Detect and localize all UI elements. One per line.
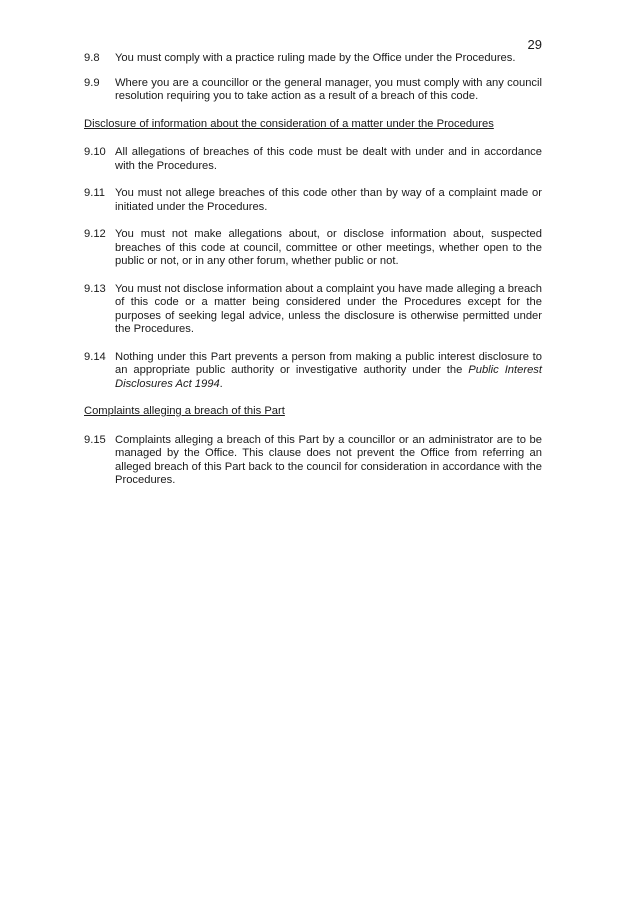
clause-number: 9.10 — [84, 146, 106, 158]
clause-9-14 — [84, 351, 542, 392]
clause-text: Where you are a councillor or the general manager, you must comply with any council resolution requiring you to take action as a result of a breach of this code. — [115, 76, 542, 102]
clause-text: You must not disclose information about a complaint you have made alleging a breach of this code or a matter being considered under the Procedures except for the purposes of seeking legal advice, unless the disclosure is otherwise permitted under the Procedures. — [115, 282, 542, 335]
section-heading-disclosure: Disclosure of information about the consideration of a matter under the Procedures — [84, 117, 494, 130]
clause-9-10 — [84, 146, 542, 173]
clause-9-11 — [84, 187, 542, 214]
clause-number: 9.9 — [84, 76, 100, 89]
clause-text — [115, 351, 542, 392]
page-content — [84, 52, 542, 502]
clause-number: 9.11 — [84, 187, 105, 199]
clause-number: 9.14 — [84, 350, 106, 363]
section-heading-complaints: Complaints alleging a breach of this Part — [84, 405, 285, 417]
clause-number: 9.8 — [84, 52, 100, 64]
clause-number: 9.12 — [84, 228, 106, 240]
clause-text: You must not allege breaches of this code other than by way of a complaint made or initiated under the Procedures. — [115, 187, 542, 213]
clause-9-12 — [84, 228, 542, 269]
act-title: Public Interest Disclosures Act 1994 — [115, 364, 543, 390]
clause-text: Complaints alleging a breach of this Part by a councillor or an administrator are to be managed by the Office. This clause does not prevent the Office from referring an alleged breach of this Part back to the council for consideration in accordance with the Procedures. — [115, 433, 542, 486]
clause-text-part: Nothing under this Part prevents a person from making a public interest disclosure to an appropriate public authority or investigative authority under the — [115, 350, 542, 376]
page-number: 29 — [527, 37, 542, 52]
clause-number: 9.15 — [84, 433, 106, 446]
clause-text: You must comply with a practice ruling made by the Office under the Procedures. — [115, 52, 516, 64]
clause-text: All allegations of breaches of this code must be dealt with under and in accordance with the Procedures. — [115, 146, 542, 172]
clause-9-13 — [84, 283, 542, 337]
clause-9-9 — [84, 77, 542, 104]
clause-number: 9.13 — [84, 282, 106, 295]
clause-text-part: . — [219, 377, 223, 390]
clause-9-8 — [84, 52, 542, 66]
clause-9-15 — [84, 434, 542, 488]
clause-text: You must not make allegations about, or disclose information about, suspected breaches of this code at council, committee or other meetings, whether open to the public or not, or in any other forum, whether public or not. — [115, 228, 542, 267]
